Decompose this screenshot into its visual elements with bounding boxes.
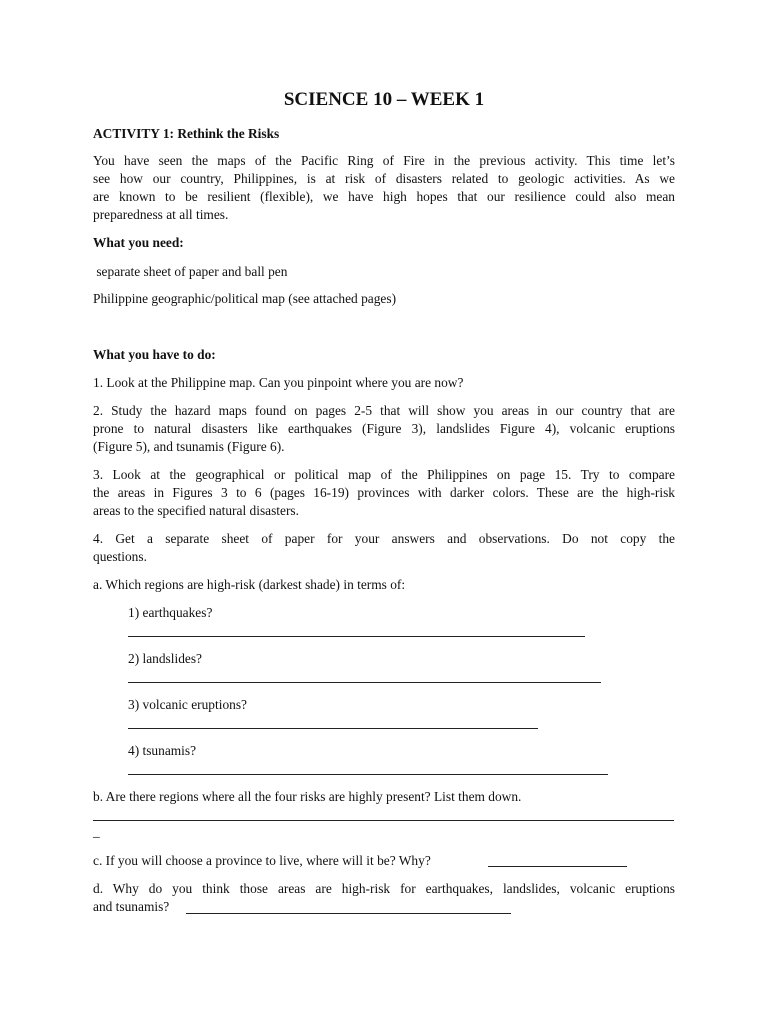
- question-a-item-volcanic: 3) volcanic eruptions?: [128, 697, 247, 712]
- answer-line-landslides[interactable]: [128, 682, 601, 683]
- step-4-line: 4. Get a separate sheet of paper for your answers and observations. Do not copy the: [93, 531, 675, 546]
- answer-line-volcanic[interactable]: [128, 728, 538, 729]
- question-b: b. Are there regions where all the four risks are highly present? List them down.: [93, 789, 522, 804]
- step-1: 1. Look at the Philippine map. Can you pinpoint where you are now?: [93, 375, 464, 390]
- question-a-item-tsunamis: 4) tsunamis?: [128, 743, 197, 758]
- do-heading: What you have to do:: [93, 347, 216, 362]
- question-a-item-earthquakes: 1) earthquakes?: [128, 605, 213, 620]
- step-3-line: areas to the specified natural disasters.: [93, 503, 299, 518]
- question-c: c. If you will choose a province to live, where will it be? Why?: [93, 853, 431, 868]
- question-b-tail: _: [93, 824, 100, 839]
- question-a: a. Which regions are high-risk (darkest shade) in terms of:: [93, 577, 406, 592]
- intro-line: You have seen the maps of the Pacific Ring of Fire in the previous activity. This time let’s: [93, 153, 675, 168]
- step-4-line: questions.: [93, 549, 147, 564]
- intro-line: see how our country, Philippines, is at risk of disasters related to geologic activities. As we: [93, 171, 675, 186]
- need-item: Philippine geographic/political map (see attached pages): [93, 291, 397, 306]
- intro-line: preparedness at all times.: [93, 207, 229, 222]
- step-2-line: (Figure 5), and tsunamis (Figure 6).: [93, 439, 285, 454]
- step-2-line: 2. Study the hazard maps found on pages 2-5 that will show you areas in our country that are: [93, 403, 675, 418]
- answer-line-tsunamis[interactable]: [128, 774, 608, 775]
- question-d-line: and tsunamis?: [93, 899, 170, 914]
- answer-line-d[interactable]: [186, 913, 511, 914]
- answer-line-b[interactable]: [93, 820, 674, 821]
- answer-line-earthquakes[interactable]: [128, 636, 585, 637]
- answer-line-c[interactable]: [488, 866, 627, 867]
- activity-heading: ACTIVITY 1: Rethink the Risks: [93, 126, 280, 141]
- step-3-line: 3. Look at the geographical or political map of the Philippines on page 15. Try to compare: [93, 467, 675, 482]
- need-item: separate sheet of paper and ball pen: [93, 264, 288, 279]
- intro-line: are known to be resilient (flexible), we have high hopes that our resilience could also mean: [93, 189, 675, 204]
- need-heading: What you need:: [93, 235, 184, 250]
- step-3-line: the areas in Figures 3 to 6 (pages 16-19) provinces with darker colors. These are the high-risk: [93, 485, 675, 500]
- step-2-line: prone to natural disasters like earthquakes (Figure 3), landslides Figure 4), volcanic eruptions: [93, 421, 675, 436]
- question-a-item-landslides: 2) landslides?: [128, 651, 203, 666]
- page-title: SCIENCE 10 – WEEK 1: [283, 89, 485, 110]
- question-d-line: d. Why do you think those areas are high-risk for earthquakes, landslides, volcanic eruptions: [93, 881, 675, 896]
